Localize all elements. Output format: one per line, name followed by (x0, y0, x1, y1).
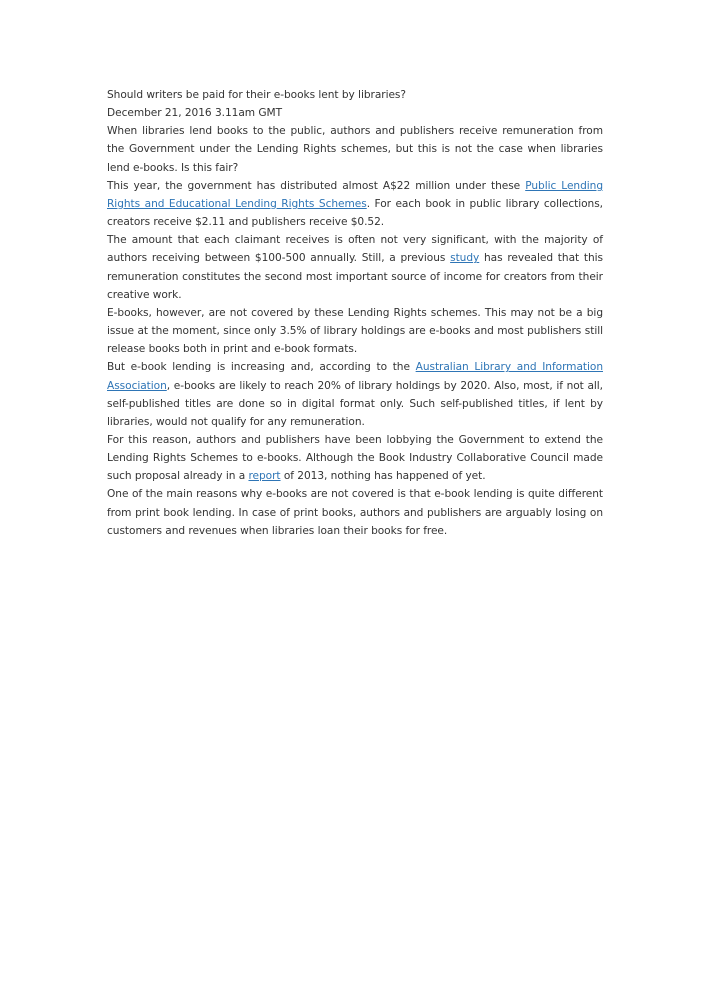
paragraph-1: When libraries lend books to the public, authors and publishers receive remuneration from the Government under the Lending Rights schemes, but this is not the case when libraries lend e-books. Is this fair? (107, 125, 603, 174)
article-title: Should writers be paid for their e-books lent by libraries? (107, 89, 406, 101)
paragraph-6-text-after: of 2013, nothing has happened of yet. (280, 470, 486, 483)
paragraph-5 (107, 358, 603, 431)
public-lending-rights-link[interactable]: Public Lending Rights and Educational Lending Rights Schemes (107, 179, 603, 210)
study-link[interactable]: study (450, 252, 480, 265)
document-page (107, 86, 603, 540)
paragraph-5-text-after: , e-books are likely to reach 20% of library holdings by 2020. Also, most, if not all, self-published titles are done so in digital format only. Such self-published titles, if lent by libraries, would not qualify for any remuneration. (107, 379, 603, 428)
paragraph-2 (107, 177, 603, 231)
paragraph-2-text-before: This year, the government has distributed almost A$22 million under these (107, 179, 526, 192)
report-link[interactable]: report (248, 470, 281, 483)
paragraph-3-text-before: The amount that each claimant receives is often not very significant, with the majority of authors receiving between $100-500 annually. Still, a previous (107, 234, 603, 265)
paragraph-6-text-before: For this reason, authors and publishers have been lobbying the Government to extend the Lending Rights Schemes to e-books. Although the Book Industry Collaborative Council made such proposal already in a (107, 433, 603, 483)
paragraph-4: E-books, however, are not covered by these Lending Rights schemes. This may not be a big issue at the moment, since only 3.5% of library holdings are e-books and most publishers still release books both in print and e-book formats. (107, 306, 603, 356)
paragraph-5-text-before: But e-book lending is increasing and, according to the (107, 361, 416, 374)
paragraph-3-text-after: has revealed that this remuneration constitutes the second most important source of income for creators from their creative work. (107, 252, 603, 301)
alia-link[interactable]: Australian Library and Information Association (107, 361, 603, 392)
paragraph-6 (107, 431, 603, 485)
paragraph-2-text-after: . For each book in public library collections, creators receive $2.11 and publishers receive $0.52. (107, 197, 603, 229)
paragraph-3 (107, 231, 603, 304)
paragraph-7: One of the main reasons why e-books are not covered is that e-book lending is quite different from print book lending. In case of print books, authors and publishers are arguably losing on customers and revenues when libraries loan their books for free. (107, 488, 603, 537)
article-date: December 21, 2016 3.11am GMT (107, 107, 283, 120)
